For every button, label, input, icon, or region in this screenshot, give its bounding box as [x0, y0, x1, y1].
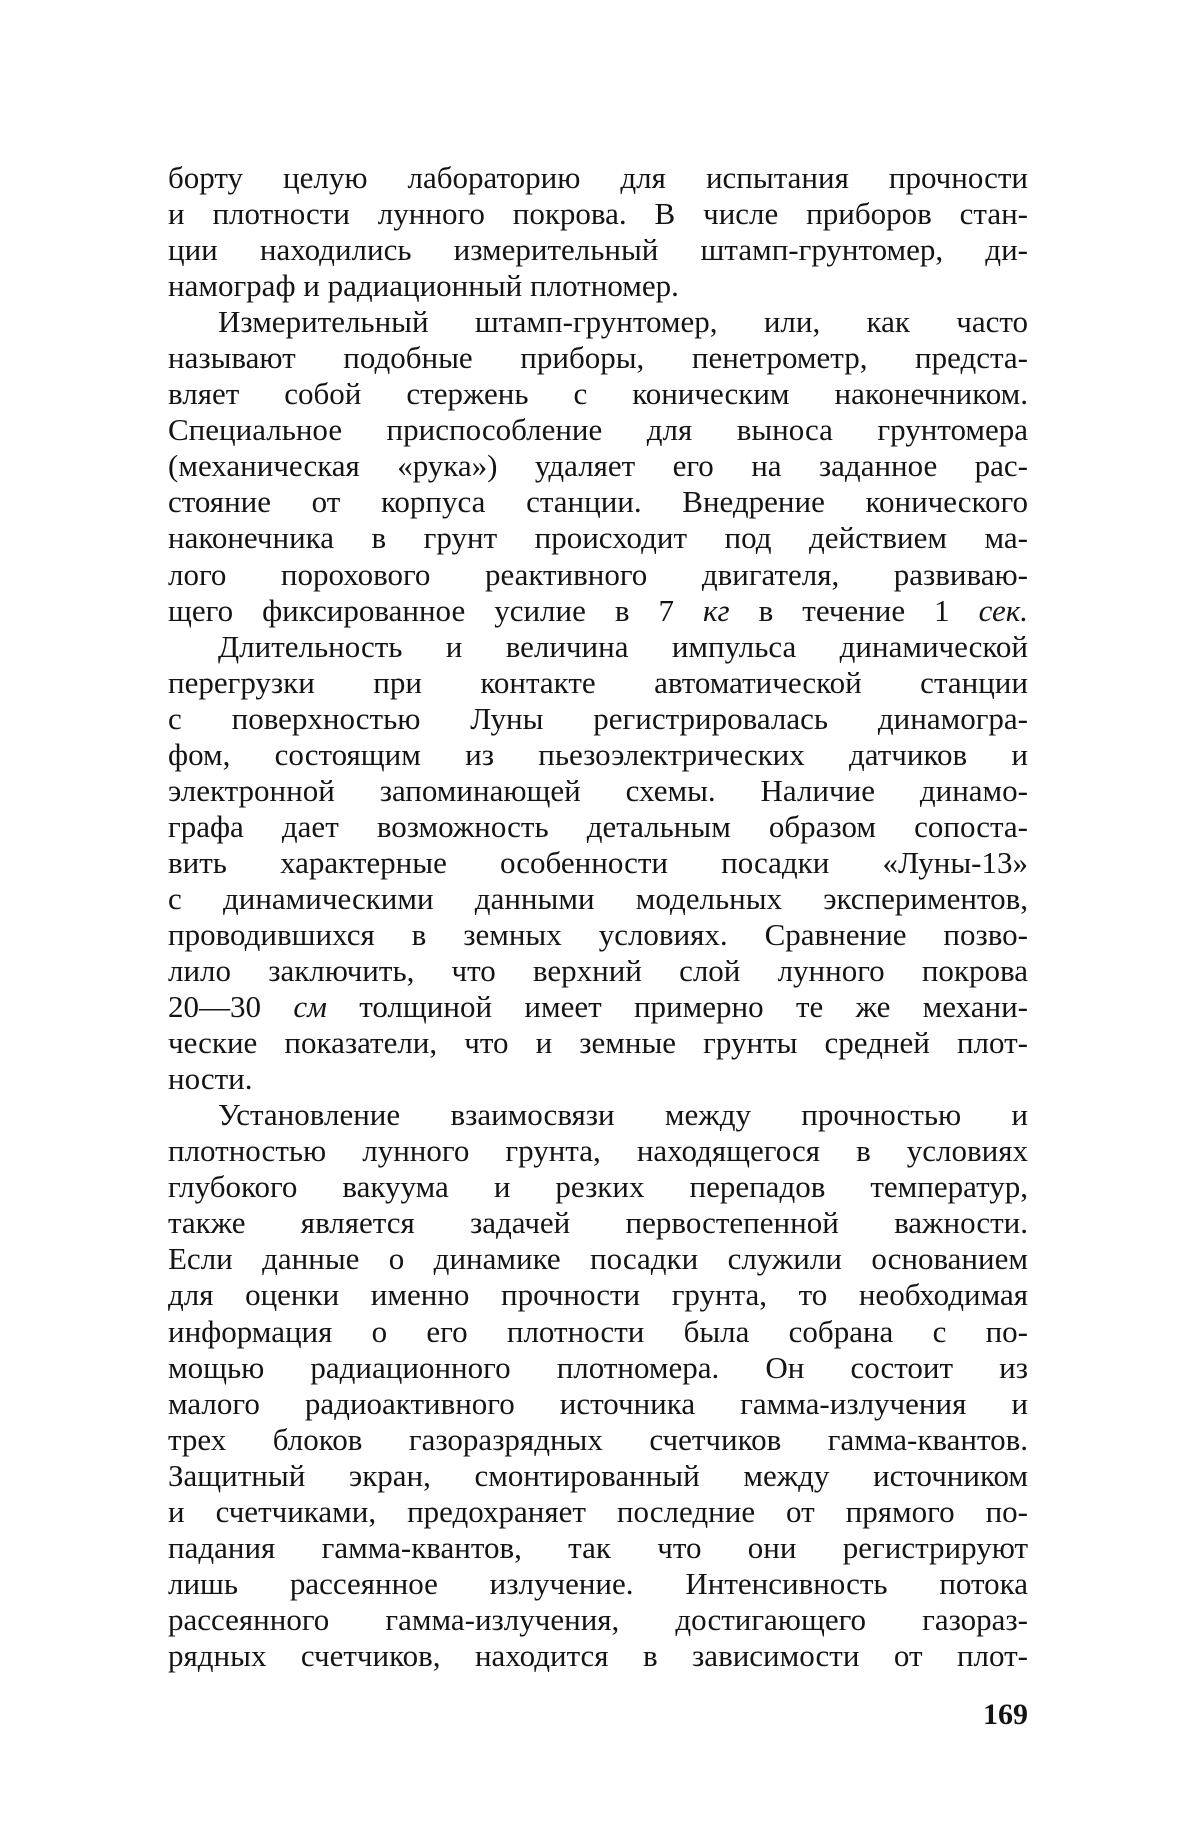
text-line: графа дает возможность детальным образом сопоста- [168, 808, 1028, 844]
text-line: ции находились измерительный штамп-грунтомер, ди- [168, 232, 1028, 268]
text-line: плотностью лунного грунта, находящегося в условиях [168, 1133, 1028, 1169]
text-line: трех блоков газоразрядных счетчиков гамма-квантов. [168, 1421, 1028, 1457]
text-line: глубокого вакуума и резких перепадов температур, [168, 1169, 1028, 1205]
text-line: с поверхностью Луны регистрировалась динамогра- [168, 700, 1028, 736]
body-text [168, 160, 1028, 1674]
text-line: Длительность и величина импульса динамической [218, 628, 1028, 664]
text-line: борту целую лабораторию для испытания прочности [168, 160, 1028, 195]
text-line: намограф и радиационный плотномер. [168, 268, 679, 304]
text-line: лого порохового реактивного двигателя, развиваю- [168, 556, 1028, 592]
text-line: вить характерные особенности посадки «Луны-13» [168, 844, 1028, 880]
text-line: Защитный экран, смонтированный между источником [168, 1457, 1028, 1493]
text-line: ческие показатели, что и земные грунты средней плот- [168, 1025, 1028, 1061]
text-line: лишь рассеянное излучение. Интенсивность потока [168, 1565, 1028, 1601]
text-line: с динамическими данными модельных экспериментов, [168, 880, 1028, 916]
text-line: падания гамма-квантов, так что они регистрируют [168, 1529, 1028, 1565]
text-line: 20—30 см толщиной имеет примерно те же механи- [168, 989, 1028, 1025]
text-line: вляет собой стержень с коническим наконечником. [168, 376, 1028, 412]
text-line: наконечника в грунт происходит под действием ма- [168, 520, 1028, 556]
text-line: Измерительный штамп-грунтомер, или, как часто [218, 304, 1028, 340]
text-line: мощью радиационного плотномера. Он состоит из [168, 1349, 1028, 1385]
text-line: Если данные о динамике посадки служили основанием [168, 1241, 1028, 1277]
text-line: и счетчиками, предохраняет последние от прямого по- [168, 1493, 1028, 1529]
page-number: 169 [983, 1698, 1028, 1731]
text-line: проводившихся в земных условиях. Сравнение позво- [168, 916, 1028, 952]
text-line: стояние от корпуса станции. Внедрение конического [168, 484, 1028, 520]
text-line: лило заключить, что верхний слой лунного покрова [168, 953, 1028, 989]
text-line: (механическая «рука») удаляет его на заданное рас- [168, 448, 1028, 484]
text-line: также является задачей первостепенной важности. [168, 1205, 1028, 1241]
text-line: электронной запоминающей схемы. Наличие динамо- [168, 772, 1028, 808]
text-line: информация о его плотности была собрана с по- [168, 1313, 1028, 1349]
text-line: рассеянного гамма-излучения, достигающего газораз- [168, 1601, 1028, 1637]
text-line: перегрузки при контакте автоматической станции [168, 664, 1028, 700]
text-line: называют подобные приборы, пенетрометр, предста- [168, 340, 1028, 376]
text-line: ности. [168, 1061, 253, 1097]
text-line: Специальное приспособление для выноса грунтомера [168, 412, 1028, 448]
text-line: фом, состоящим из пьезоэлектрических датчиков и [168, 736, 1028, 772]
text-line: щего фиксированное усилие в 7 кг в течение 1 сек. [168, 592, 1028, 628]
text-line: рядных счетчиков, находится в зависимости от плот- [168, 1637, 1028, 1673]
text-line: для оценки именно прочности грунта, то необходимая [168, 1277, 1028, 1313]
text-line: малого радиоактивного источника гамма-излучения и [168, 1385, 1028, 1421]
text-line: Установление взаимосвязи между прочностью и [218, 1097, 1028, 1133]
text-line: и плотности лунного покрова. В числе приборов стан- [168, 196, 1028, 232]
